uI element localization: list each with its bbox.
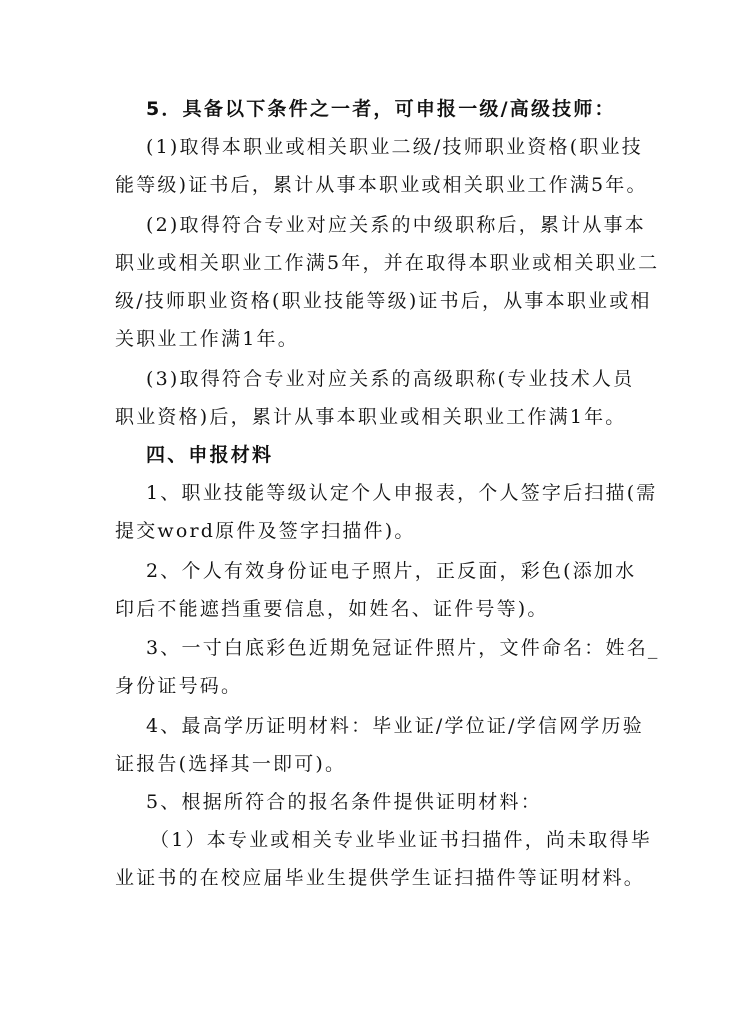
condition-item-2-line-3: 级/技师职业资格(职业技能等级)证书后，从事本职业或相 <box>115 290 652 312</box>
material-item-4-line-1: 4、最高学历证明材料：毕业证/学位证/学信网学历验 <box>146 715 644 737</box>
material-subitem-1-line-1: （1）本专业或相关专业毕业证书扫描件，尚未取得毕 <box>150 829 652 851</box>
material-item-5-line-1: 5、根据所符合的报名条件提供证明材料： <box>146 791 542 813</box>
material-item-1-line-2: 提交word原件及签字扫描件)。 <box>115 520 416 542</box>
material-item-2-line-1: 2、个人有效身份证电子照片，正反面，彩色(添加水 <box>146 560 637 582</box>
condition-item-3-line-2: 职业资格)后，累计从事本职业或相关职业工作满1年。 <box>115 406 627 428</box>
material-item-3-line-2: 身份证号码。 <box>115 675 243 697</box>
material-item-1-line-1: 1、职业技能等级认定个人申报表，个人签字后扫描(需 <box>146 482 658 504</box>
material-item-3-line-1: 3、一寸白底彩色近期免冠证件照片，文件命名：姓名_ <box>146 637 660 659</box>
condition-item-2-line-4: 关职业工作满1年。 <box>115 328 299 350</box>
material-item-4-line-2: 证报告(选择其一即可)。 <box>115 753 347 775</box>
section-heading-materials: 四、申报材料 <box>146 444 274 466</box>
material-subitem-1-line-2: 业证书的在校应届毕业生提供学生证扫描件等证明材料。 <box>115 867 646 889</box>
material-item-2-line-2: 印后不能遮挡重要信息，如姓名、证件号等)。 <box>115 598 549 620</box>
condition-item-3-line-1: (3)取得符合专业对应关系的高级职称(专业技术人员 <box>146 368 635 390</box>
condition-item-2-line-1: (2)取得符合专业对应关系的中级职称后，累计从事本 <box>146 214 646 236</box>
condition-heading-5: 5．具备以下条件之一者，可申报一级/高级技师： <box>146 98 616 120</box>
condition-item-1-line-2: 能等级)证书后，累计从事本职业或相关职业工作满5年。 <box>115 174 648 196</box>
condition-item-1-line-1: (1)取得本职业或相关职业二级/技师职业资格(职业技 <box>146 136 643 158</box>
condition-item-2-line-2: 职业或相关职业工作满5年，并在取得本职业或相关职业二 <box>115 252 660 274</box>
